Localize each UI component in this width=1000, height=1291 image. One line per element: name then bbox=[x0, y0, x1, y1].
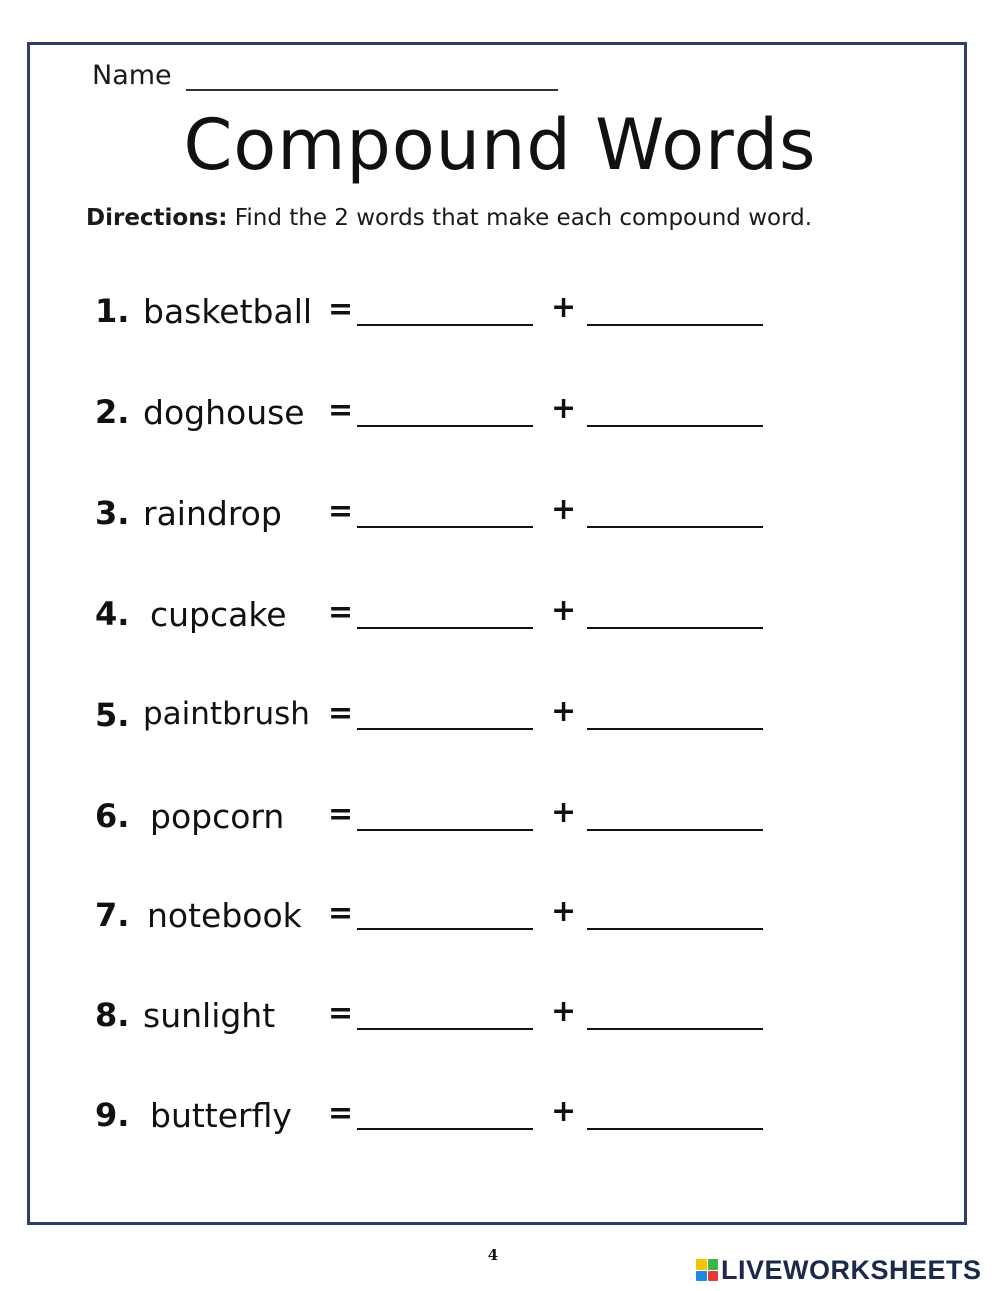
equals-sign: = bbox=[328, 595, 354, 630]
question-item bbox=[0, 888, 1000, 948]
plus-sign: + bbox=[551, 994, 577, 1029]
directions-text: Find the 2 words that make each compound word. bbox=[227, 205, 813, 231]
compound-word: doghouse bbox=[143, 393, 305, 432]
equals-sign: = bbox=[328, 696, 354, 731]
question-item bbox=[0, 789, 1000, 849]
question-number: 7. bbox=[95, 896, 130, 934]
equals-sign: = bbox=[328, 1096, 354, 1131]
compound-word: notebook bbox=[147, 896, 302, 935]
name-label: Name bbox=[92, 60, 172, 91]
equals-sign: = bbox=[328, 494, 354, 529]
plus-sign: + bbox=[551, 795, 577, 830]
brand-watermark[interactable] bbox=[696, 1255, 982, 1285]
compound-word: sunlight bbox=[143, 996, 276, 1035]
plus-sign: + bbox=[551, 894, 577, 929]
answer-blank-second[interactable] bbox=[587, 1028, 763, 1030]
question-item bbox=[0, 486, 1000, 546]
answer-blank-first[interactable] bbox=[357, 928, 533, 930]
answer-blank-first[interactable] bbox=[357, 1028, 533, 1030]
equals-sign: = bbox=[328, 393, 354, 428]
question-number: 2. bbox=[95, 393, 130, 431]
answer-blank-first[interactable] bbox=[357, 627, 533, 629]
plus-sign: + bbox=[551, 290, 577, 325]
answer-blank-second[interactable] bbox=[587, 928, 763, 930]
question-item bbox=[0, 587, 1000, 647]
plus-sign: + bbox=[551, 593, 577, 628]
compound-word: cupcake bbox=[150, 595, 287, 634]
question-number: 9. bbox=[95, 1096, 130, 1134]
question-number: 8. bbox=[95, 996, 130, 1034]
answer-blank-second[interactable] bbox=[587, 1128, 763, 1130]
answer-blank-first[interactable] bbox=[357, 728, 533, 730]
plus-sign: + bbox=[551, 1094, 577, 1129]
compound-word: basketball bbox=[143, 292, 313, 331]
compound-word: raindrop bbox=[143, 494, 282, 533]
compound-word: paintbrush bbox=[143, 696, 310, 732]
equals-sign: = bbox=[328, 797, 354, 832]
question-number: 4. bbox=[95, 595, 130, 633]
compound-word: butterfly bbox=[150, 1096, 292, 1135]
question-item bbox=[0, 1088, 1000, 1148]
answer-blank-second[interactable] bbox=[587, 324, 763, 326]
page-number: 4 bbox=[487, 1246, 499, 1264]
answer-blank-first[interactable] bbox=[357, 829, 533, 831]
answer-blank-first[interactable] bbox=[357, 1128, 533, 1130]
answer-blank-first[interactable] bbox=[357, 526, 533, 528]
equals-sign: = bbox=[328, 896, 354, 931]
answer-blank-first[interactable] bbox=[357, 324, 533, 326]
brand-name: LIVEWORKSHEETS bbox=[721, 1254, 982, 1285]
answer-blank-second[interactable] bbox=[587, 425, 763, 427]
answer-blank-second[interactable] bbox=[587, 728, 763, 730]
directions bbox=[86, 205, 812, 231]
question-item bbox=[0, 688, 1000, 748]
question-item bbox=[0, 284, 1000, 344]
question-number: 3. bbox=[95, 494, 130, 532]
name-input-line[interactable] bbox=[186, 89, 558, 91]
answer-blank-first[interactable] bbox=[357, 425, 533, 427]
equals-sign: = bbox=[328, 292, 354, 327]
question-item bbox=[0, 385, 1000, 445]
answer-blank-second[interactable] bbox=[587, 526, 763, 528]
liveworksheets-logo-icon bbox=[696, 1259, 718, 1281]
question-number: 1. bbox=[95, 292, 130, 330]
question-item bbox=[0, 988, 1000, 1048]
plus-sign: + bbox=[551, 694, 577, 729]
plus-sign: + bbox=[551, 391, 577, 426]
worksheet-title: Compound Words bbox=[183, 104, 817, 186]
question-number: 5. bbox=[95, 696, 130, 734]
directions-label: Directions: bbox=[86, 205, 228, 231]
equals-sign: = bbox=[328, 996, 354, 1031]
answer-blank-second[interactable] bbox=[587, 627, 763, 629]
plus-sign: + bbox=[551, 492, 577, 527]
compound-word: popcorn bbox=[150, 797, 285, 836]
question-number: 6. bbox=[95, 797, 130, 835]
answer-blank-second[interactable] bbox=[587, 829, 763, 831]
